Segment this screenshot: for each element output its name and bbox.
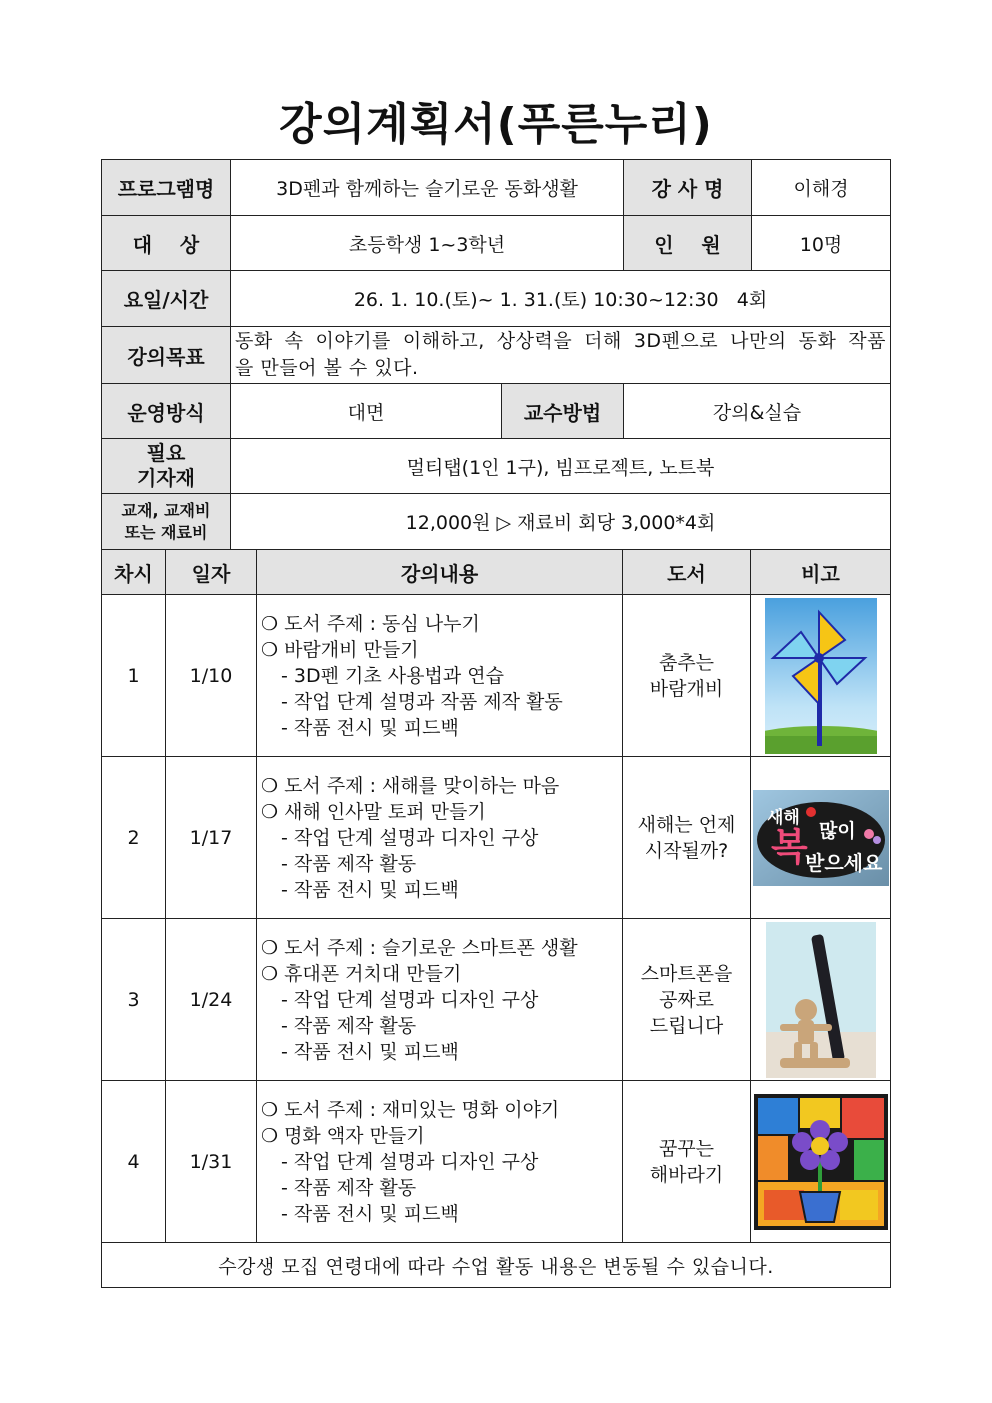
content-line: - 작품 전시 및 피드백 bbox=[281, 1040, 459, 1063]
program-value: 3D펜과 함께하는 슬기로운 동화생활 bbox=[231, 160, 624, 216]
book-title-line: 시작될까? bbox=[644, 839, 729, 862]
session-number: 1 bbox=[102, 595, 166, 757]
session-content bbox=[257, 595, 623, 757]
instructor-label: 강 사 명 bbox=[624, 160, 752, 216]
session-number: 3 bbox=[102, 919, 166, 1081]
content-line: ❍ 휴대폰 거치대 만들기 bbox=[261, 962, 462, 985]
book-title bbox=[623, 1081, 751, 1243]
painting-frame-image bbox=[751, 1081, 891, 1243]
equipment-label-line-2: 기자재 bbox=[137, 466, 195, 490]
method-label: 교수방법 bbox=[502, 384, 624, 439]
fee-value: 12,000원 ▷ 재료비 회당 3,000*4회 bbox=[231, 494, 891, 550]
fee-label-line-1: 교재, 교재비 bbox=[121, 500, 211, 520]
book-title bbox=[623, 757, 751, 919]
goal-value bbox=[231, 327, 891, 384]
content-line: - 작품 전시 및 피드백 bbox=[281, 1202, 459, 1225]
session-date: 1/17 bbox=[166, 757, 257, 919]
topper-text-blessing: 복 bbox=[770, 824, 808, 869]
schedule-value: 26. 1. 10.(토)~ 1. 31.(토) 10:30~12:30 4회 bbox=[231, 271, 891, 327]
session-schedule-table bbox=[101, 549, 891, 1288]
book-title-line: 바람개비 bbox=[649, 677, 724, 700]
book-title-line: 공짜로 bbox=[658, 988, 715, 1011]
session-content bbox=[257, 1081, 623, 1243]
content-line: - 작품 전시 및 피드백 bbox=[281, 716, 459, 739]
content-line: ❍ 도서 주제 : 슬기로운 스마트폰 생활 bbox=[261, 936, 578, 959]
schedule-label: 요일/시간 bbox=[102, 271, 231, 327]
content-line: - 작품 전시 및 피드백 bbox=[281, 878, 459, 901]
book-title bbox=[623, 919, 751, 1081]
method-value: 강의&실습 bbox=[624, 384, 891, 439]
session-row bbox=[102, 919, 891, 1081]
target-value: 초등학생 1~3학년 bbox=[231, 216, 624, 271]
equipment-label bbox=[102, 439, 231, 494]
content-line: ❍ 새해 인사말 토퍼 만들기 bbox=[261, 800, 486, 823]
session-number: 2 bbox=[102, 757, 166, 919]
session-content bbox=[257, 757, 623, 919]
header-content: 강의내용 bbox=[257, 550, 623, 595]
equipment-value: 멀티탭(1인 1구), 빔프로젝트, 노트북 bbox=[231, 439, 891, 494]
topper-picture bbox=[753, 790, 889, 886]
book-title-line: 꿈꾸는 bbox=[658, 1137, 715, 1160]
session-row bbox=[102, 595, 891, 757]
header-note: 비고 bbox=[751, 550, 891, 595]
session-date: 1/24 bbox=[166, 919, 257, 1081]
header-book: 도서 bbox=[623, 550, 751, 595]
mode-value: 대면 bbox=[231, 384, 502, 439]
content-line: - 작업 단계 설명과 디자인 구상 bbox=[281, 988, 539, 1011]
session-date: 1/10 bbox=[166, 595, 257, 757]
topper-text-receive: 받으세요 bbox=[804, 850, 882, 875]
book-title-line: 춤추는 bbox=[658, 651, 715, 674]
content-line: - 작업 단계 설명과 디자인 구상 bbox=[281, 1150, 539, 1173]
phone-stand-image bbox=[751, 919, 891, 1081]
book-title bbox=[623, 595, 751, 757]
book-title-line: 스마트폰을 bbox=[640, 962, 733, 985]
content-line: ❍ 도서 주제 : 새해를 맞이하는 마음 bbox=[261, 774, 560, 797]
content-line: - 작업 단계 설명과 작품 제작 활동 bbox=[281, 690, 563, 713]
pinwheel-image bbox=[751, 595, 891, 757]
header-session: 차시 bbox=[102, 550, 166, 595]
content-line: ❍ 도서 주제 : 동심 나누기 bbox=[261, 612, 480, 635]
content-line: ❍ 바람개비 만들기 bbox=[261, 638, 419, 661]
phone-stand-picture bbox=[766, 922, 876, 1078]
instructor-value: 이해경 bbox=[752, 160, 891, 216]
book-title-line: 해바라기 bbox=[649, 1163, 724, 1186]
footer-note: 수강생 모집 연령대에 따라 수업 활동 내용은 변동될 수 있습니다. bbox=[102, 1243, 891, 1288]
book-title-line: 새해는 언제 bbox=[637, 813, 736, 836]
content-line: - 3D펜 기초 사용법과 연습 bbox=[281, 664, 504, 687]
content-line: - 작업 단계 설명과 디자인 구상 bbox=[281, 826, 539, 849]
course-info-table bbox=[101, 159, 891, 550]
session-row bbox=[102, 757, 891, 919]
content-line: ❍ 도서 주제 : 재미있는 명화 이야기 bbox=[261, 1098, 560, 1121]
pinwheel-picture bbox=[765, 598, 877, 754]
session-content bbox=[257, 919, 623, 1081]
sunflower-painting-picture bbox=[754, 1094, 888, 1230]
content-line: ❍ 명화 액자 만들기 bbox=[261, 1124, 425, 1147]
content-line: - 작품 제작 활동 bbox=[281, 1014, 417, 1037]
session-number: 4 bbox=[102, 1081, 166, 1243]
goal-line-1: 동화 속 이야기를 이해하고, 상상력을 더해 3D펜으로 나만의 동화 작품 bbox=[235, 330, 887, 352]
fee-label bbox=[102, 494, 231, 550]
mode-label: 운영방식 bbox=[102, 384, 231, 439]
header-date: 일자 bbox=[166, 550, 257, 595]
topper-text-many: 많이 bbox=[818, 819, 856, 842]
program-label: 프로그램명 bbox=[102, 160, 231, 216]
new-year-topper-image bbox=[751, 757, 891, 919]
equipment-label-line-1: 필요 bbox=[146, 441, 186, 465]
count-label: 인 원 bbox=[624, 216, 752, 271]
book-title-line: 드립니다 bbox=[649, 1014, 724, 1037]
goal-line-2: 을 만들어 볼 수 있다. bbox=[235, 357, 419, 379]
content-line: - 작품 제작 활동 bbox=[281, 1176, 417, 1199]
target-label: 대 상 bbox=[102, 216, 231, 271]
goal-label: 강의목표 bbox=[102, 327, 231, 384]
page-title: 강의계획서(푸른누리) bbox=[279, 99, 713, 150]
session-row bbox=[102, 1081, 891, 1243]
content-line: - 작품 제작 활동 bbox=[281, 852, 417, 875]
session-date: 1/31 bbox=[166, 1081, 257, 1243]
fee-label-line-2: 또는 재료비 bbox=[124, 522, 208, 542]
count-value: 10명 bbox=[752, 216, 891, 271]
topper-text-newyear: 새해 bbox=[766, 807, 800, 828]
